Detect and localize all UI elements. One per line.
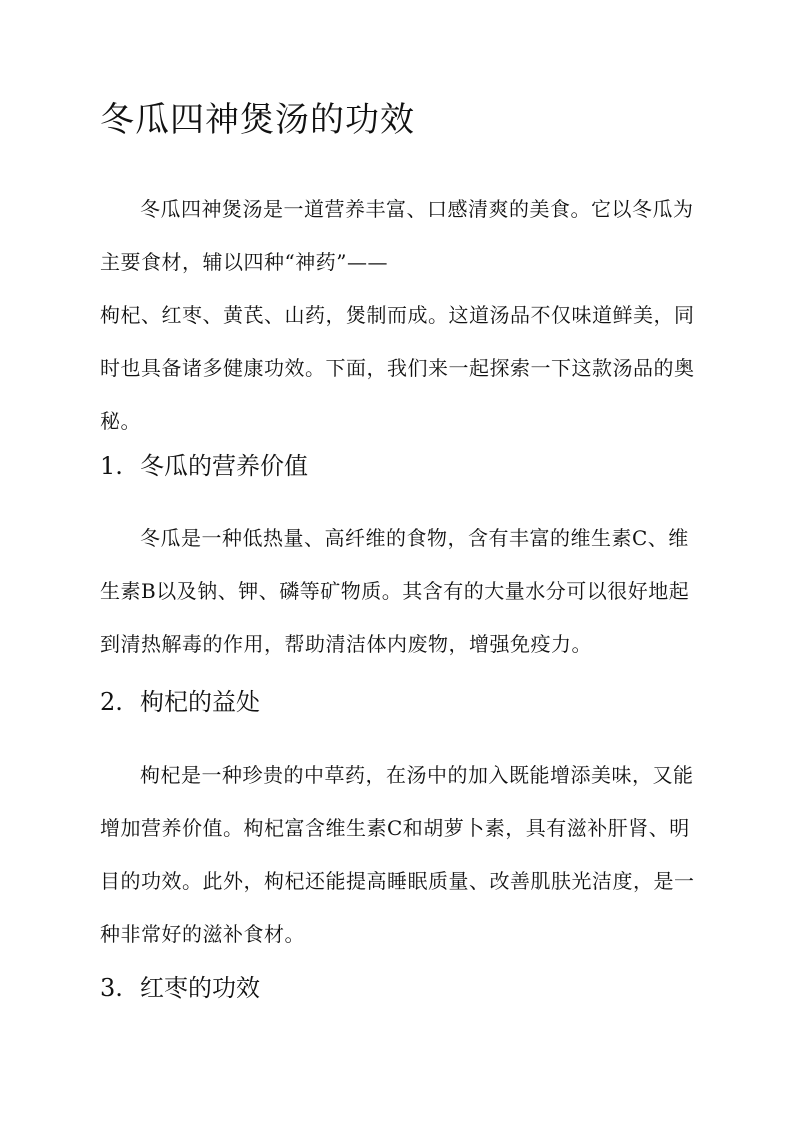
section-number: 2. [100, 688, 123, 716]
paragraph-line: 秘。 [100, 409, 141, 433]
section-number: 1. [100, 452, 123, 480]
section-2-paragraph [100, 749, 700, 961]
section-heading-1 [100, 448, 308, 484]
section-title: 枸杞的益处 [140, 688, 260, 716]
paragraph-line: 增加营养价值。枸杞富含维生素C和胡萝卜素，具有滋补肝肾、明 [100, 816, 690, 840]
section-heading-2 [100, 684, 260, 720]
paragraph-line: 生素B以及钠、钾、磷等矿物质。其含有的大量水分可以很好地起 [100, 579, 690, 603]
paragraph-line: 种非常好的滋补食材。 [100, 922, 305, 946]
section-heading-3 [100, 970, 260, 1006]
section-title: 红枣的功效 [140, 974, 260, 1002]
paragraph-line: 时也具备诸多健康功效。下面，我们来一起探索一下这款汤品的奥 [100, 356, 695, 380]
intro-paragraph [100, 183, 700, 448]
page-title: 冬瓜四神煲汤的功效 [100, 100, 415, 140]
paragraph-line: 目的功效。此外，枸杞还能提高睡眠质量、改善肌肤光洁度，是一 [100, 869, 695, 893]
paragraph-line: 枸杞是一种珍贵的中草药，在汤中的加入既能增添美味，又能 [140, 763, 694, 787]
section-title: 冬瓜的营养价值 [140, 452, 308, 480]
section-1-paragraph [100, 512, 700, 671]
paragraph-line: 主要食材，辅以四种“神药”—— [100, 250, 388, 274]
paragraph-line: 枸杞、红枣、黄芪、山药，煲制而成。这道汤品不仅味道鲜美，同 [100, 303, 695, 327]
paragraph-line: 到清热解毒的作用，帮助清洁体内废物，增强免疫力。 [100, 632, 592, 656]
section-number: 3. [100, 974, 123, 1002]
paragraph-line: 冬瓜是一种低热量、高纤维的食物，含有丰富的维生素C、维 [140, 526, 689, 550]
paragraph-line: 冬瓜四神煲汤是一道营养丰富、口感清爽的美食。它以冬瓜为 [140, 197, 694, 221]
